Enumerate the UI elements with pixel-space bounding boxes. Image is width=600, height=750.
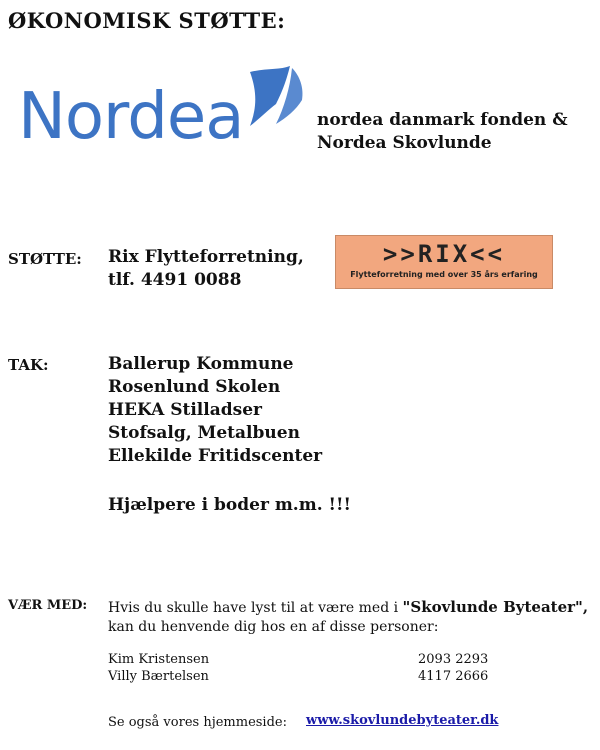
contact-phone: 4117 2666: [418, 669, 489, 684]
support-name: Rix Flytteforretning,: [108, 247, 304, 267]
join-label: VÆR MED:: [8, 598, 88, 613]
support-phone: tlf. 4491 0088: [108, 270, 242, 290]
sponsor-text: [317, 109, 568, 155]
contact-phone: 2093 2293: [418, 652, 489, 667]
list-item: Ballerup Kommune: [108, 354, 294, 374]
website-link[interactable]: www.skovlundebyteater.dk: [306, 713, 499, 728]
list-item: Ellekilde Fritidscenter: [108, 446, 323, 466]
nordea-logo: [18, 64, 308, 164]
sponsor-line-1: nordea danmark fonden &: [317, 110, 568, 130]
contact-name: Kim Kristensen: [108, 652, 210, 667]
nordea-logo-wordmark: Nordea: [18, 80, 244, 154]
thanks-list: [108, 353, 322, 468]
sponsor-line-2: Nordea Skovlunde: [317, 133, 492, 153]
rix-logo-main: >>RIX<<: [382, 240, 506, 268]
support-label: STØTTE:: [8, 250, 82, 268]
rix-logo-sub: Flytteforretning med over 35 års erfaring: [350, 270, 538, 279]
thanks-label: TAK:: [8, 356, 49, 374]
sail-icon: [246, 64, 306, 134]
join-line-1: [108, 597, 588, 618]
contact-name: Villy Bærtelsen: [108, 669, 209, 684]
rix-logo: [335, 235, 553, 289]
theater-name: "Skovlunde Byteater",: [402, 598, 589, 616]
helpers-text: Hjælpere i boder m.m. !!!: [108, 495, 351, 515]
support-details: [108, 246, 304, 292]
list-item: Rosenlund Skolen: [108, 377, 281, 397]
list-item: HEKA Stilladser: [108, 400, 262, 420]
page-title: ØKONOMISK STØTTE:: [8, 8, 286, 33]
website-label: Se også vores hjemmeside:: [108, 715, 287, 730]
list-item: Stofsalg, Metalbuen: [108, 423, 300, 443]
join-line-2: kan du henvende dig hos en af disse personer:: [108, 619, 439, 635]
join-line-1-prefix: Hvis du skulle have lyst til at være med i: [108, 600, 399, 616]
